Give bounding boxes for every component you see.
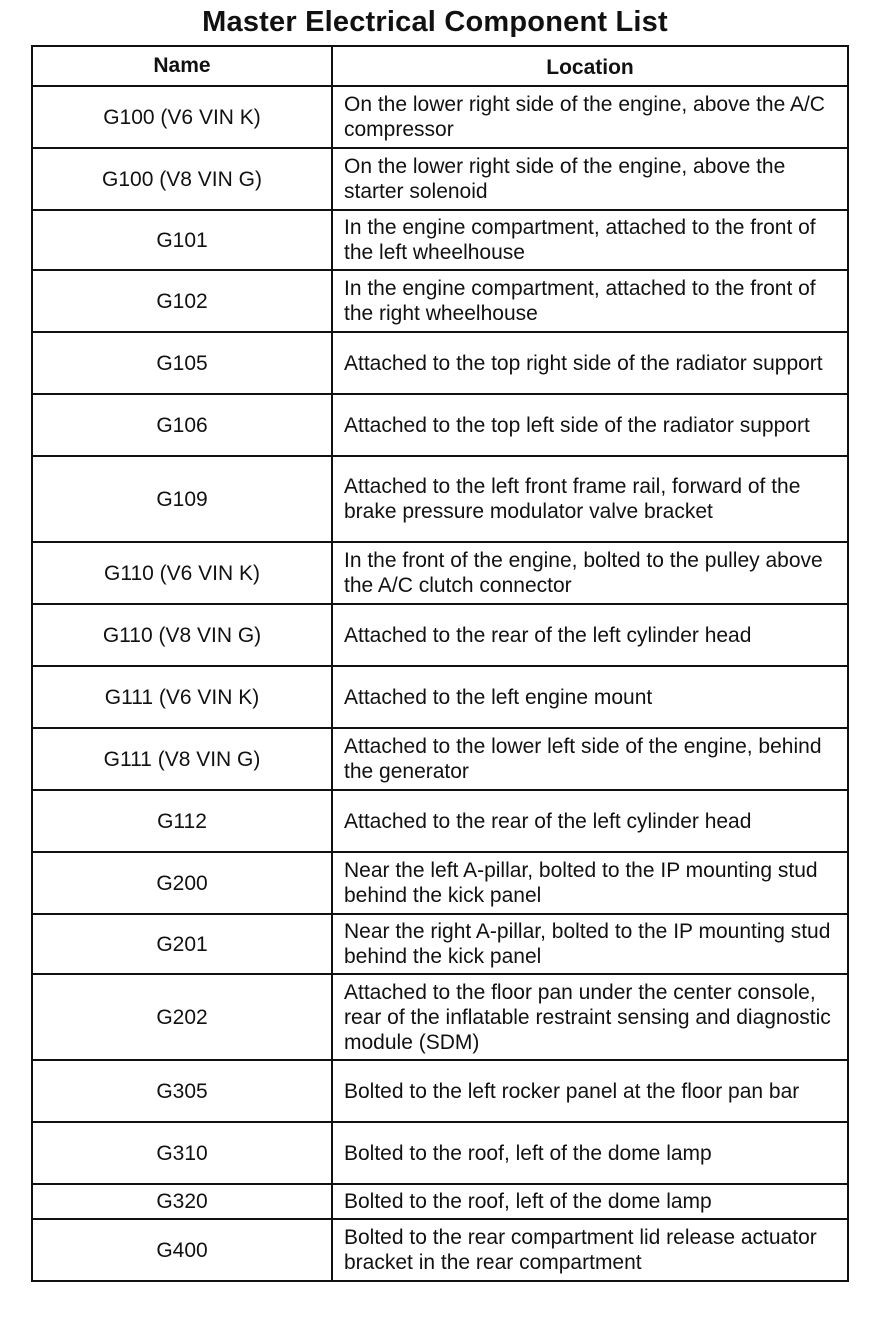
component-location: Attached to the rear of the left cylinder head [332,604,848,666]
component-location: Attached to the rear of the left cylinder head [332,790,848,852]
component-location: Attached to the top left side of the radiator support [332,394,848,456]
table-row [32,1122,848,1184]
table-row [32,86,848,148]
component-location: On the lower right side of the engine, above the starter solenoid [332,148,848,210]
column-header-location: Location [332,46,848,86]
table-row [32,542,848,604]
table-row [32,1184,848,1219]
table-row [32,148,848,210]
component-name: G106 [32,394,332,456]
component-name: G112 [32,790,332,852]
component-name: G110 (V8 VIN G) [32,604,332,666]
table-row [32,852,848,914]
component-location: Bolted to the rear compartment lid release actuator bracket in the rear compartment [332,1219,848,1281]
table-row [32,790,848,852]
component-location: Near the right A-pillar, bolted to the IP mounting stud behind the kick panel [332,914,848,974]
page-title: Master Electrical Component List [202,6,668,38]
component-name: G202 [32,974,332,1060]
component-location: Attached to the lower left side of the engine, behind the generator [332,728,848,790]
component-name: G111 (V8 VIN G) [32,728,332,790]
table-row [32,666,848,728]
component-location: Attached to the left front frame rail, forward of the brake pressure modulator valve bracket [332,456,848,542]
component-name: G201 [32,914,332,974]
component-name: G100 (V6 VIN K) [32,86,332,148]
component-location: Attached to the top right side of the radiator support [332,332,848,394]
component-name: G110 (V6 VIN K) [32,542,332,604]
table-row [32,394,848,456]
component-name: G109 [32,456,332,542]
component-name: G100 (V8 VIN G) [32,148,332,210]
component-location: Near the left A-pillar, bolted to the IP mounting stud behind the kick panel [332,852,848,914]
component-location: On the lower right side of the engine, above the A/C compressor [332,86,848,148]
component-name: G200 [32,852,332,914]
table-row [32,604,848,666]
table-row [32,1060,848,1122]
component-location: In the front of the engine, bolted to the pulley above the A/C clutch connector [332,542,848,604]
table-row [32,456,848,542]
component-name: G305 [32,1060,332,1122]
component-name: G400 [32,1219,332,1281]
table-header-row [32,46,848,86]
table-row [32,332,848,394]
component-location: Attached to the left engine mount [332,666,848,728]
component-name: G310 [32,1122,332,1184]
component-name: G111 (V6 VIN K) [32,666,332,728]
component-location: Bolted to the roof, left of the dome lamp [332,1122,848,1184]
component-location: In the engine compartment, attached to the front of the left wheelhouse [332,210,848,270]
table-row [32,974,848,1060]
component-name: G105 [32,332,332,394]
component-location: In the engine compartment, attached to the front of the right wheelhouse [332,270,848,332]
table-row [32,1219,848,1281]
component-location: Bolted to the left rocker panel at the floor pan bar [332,1060,848,1122]
table-row [32,914,848,974]
table-row [32,210,848,270]
component-table [31,45,849,1282]
column-header-name: Name [32,46,332,86]
component-name: G320 [32,1184,332,1219]
component-location: Attached to the floor pan under the center console, rear of the inflatable restraint sensing and diagnostic module (SDM) [332,974,848,1060]
table-row [32,728,848,790]
table-row [32,270,848,332]
component-name: G102 [32,270,332,332]
component-location: Bolted to the roof, left of the dome lamp [332,1184,848,1219]
component-name: G101 [32,210,332,270]
